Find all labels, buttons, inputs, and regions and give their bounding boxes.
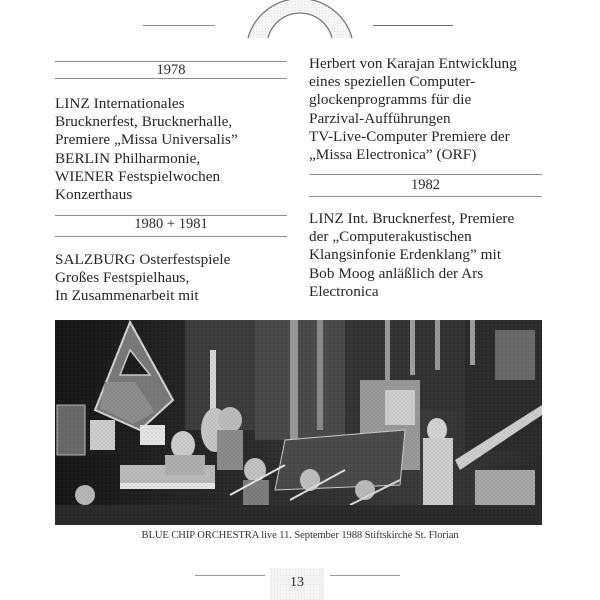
year-heading: 1978 (156, 62, 186, 78)
text-line: Konzerthaus (55, 185, 133, 203)
text-line: WIENER Festspielwochen (55, 167, 221, 185)
text-line: Parzival-Aufführungen (309, 109, 451, 127)
section-rule-top (309, 174, 542, 175)
concert-photo-image (55, 320, 542, 525)
text-line: SALZBURG Osterfestspiele (55, 251, 231, 268)
page-number: 13 (290, 575, 304, 590)
section-text (55, 95, 238, 204)
text-line: Großes Festspielhaus, (55, 269, 190, 287)
section-rule-bottom (55, 78, 287, 79)
text-line: LINZ Internationales (55, 95, 185, 112)
text-line: In Zusammenarbeit mit (55, 287, 199, 305)
section-rule-bottom (309, 196, 542, 197)
text-line: Premiere „Missa Universalis” (55, 131, 238, 149)
year-heading: 1982 (411, 177, 440, 193)
double-arc-ornament-icon (240, 0, 360, 42)
section-text (309, 210, 514, 301)
footer-rule-left (195, 575, 265, 576)
text-line: Herbert von Karajan Entwicklung (309, 55, 517, 72)
photo-caption: BLUE CHIP ORCHESTRA live 11. September 1988 Stiftskirche St. Florian (141, 530, 459, 541)
section-rule-bottom (55, 236, 287, 237)
text-line: LINZ Int. Brucknerfest, Premiere (309, 210, 515, 227)
text-line: glockenprogramms für die (309, 91, 472, 109)
text-line: Brucknerfest, Brucknerhalle, (55, 113, 233, 131)
text-line: Electronica (309, 282, 379, 300)
header-rule-right (373, 25, 453, 26)
year-heading: 1980 + 1981 (134, 216, 208, 232)
text-line: eines speziellen Computer- (309, 73, 476, 91)
concert-photo (55, 320, 542, 525)
text-line: Bob Moog anläßlich der Ars (309, 264, 484, 282)
continuation-text (309, 55, 517, 164)
footer-rule-right (330, 575, 400, 576)
section-text (55, 251, 230, 306)
text-line: BERLIN Philharmonie, (55, 149, 201, 167)
text-line: Klangsinfonie Erdenklang” mit (309, 246, 502, 264)
text-line: „Missa Electronica” (ORF) (309, 145, 477, 163)
text-line: TV-Live-Computer Premiere der (309, 127, 510, 145)
text-line: der „Computerakustischen (309, 228, 472, 246)
header-rule-left (143, 25, 215, 26)
